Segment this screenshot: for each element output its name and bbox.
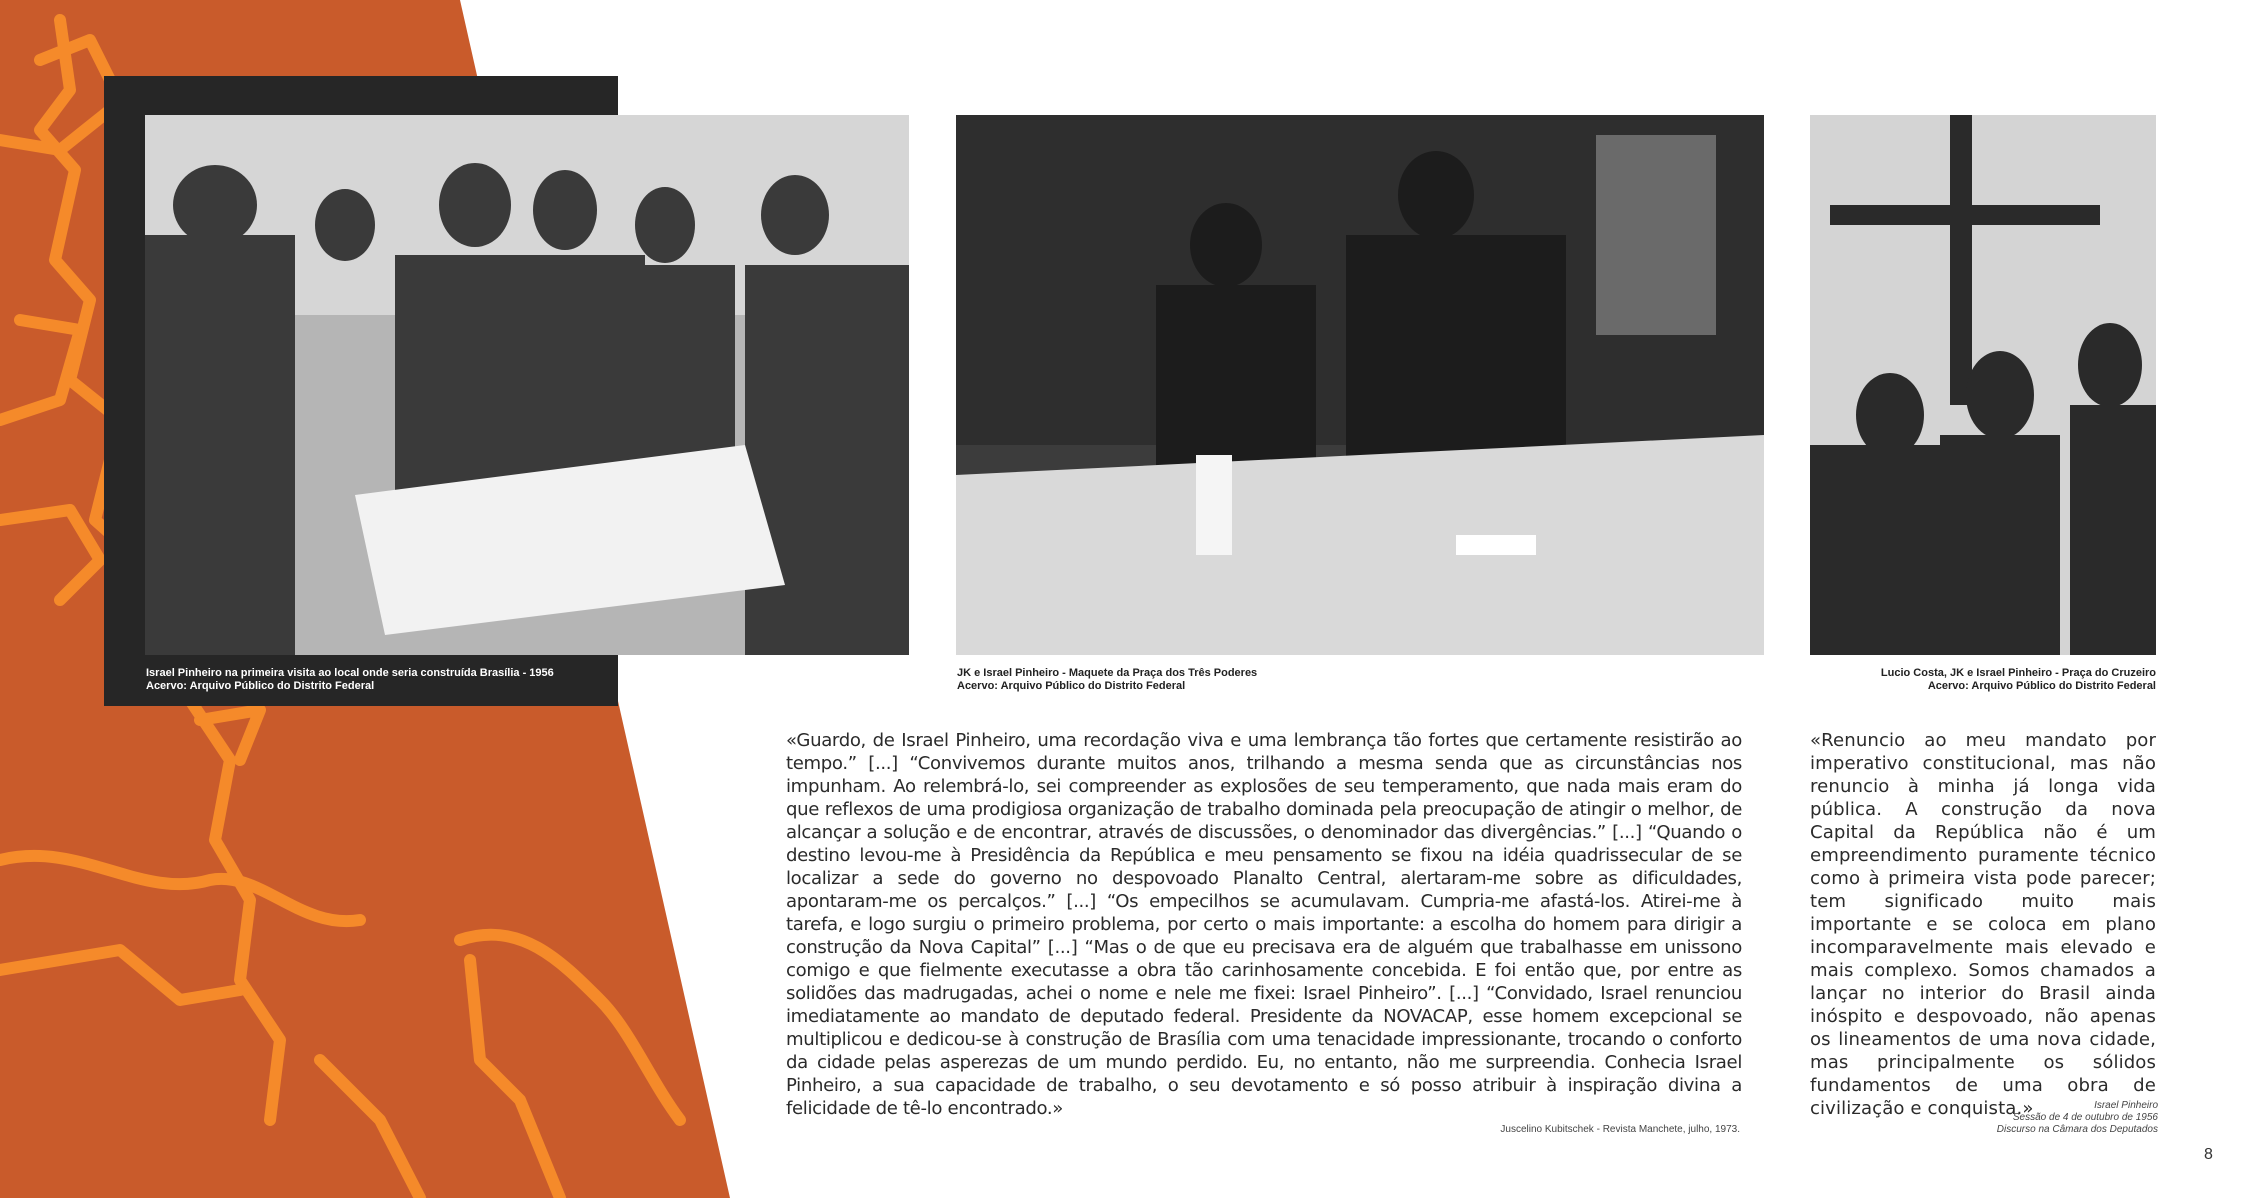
caption-credit: Acervo: Arquivo Público do Distrito Federal <box>957 680 1186 692</box>
caption-credit: Acervo: Arquivo Público do Distrito Federal <box>146 680 375 692</box>
quote-israel-pinheiro: «Renuncio ao meu mandato por imperativo constitucional, mas não renuncio à minha já longa vida pública. A construção da nova Capital da República não é um empreendimento puramente técnico como à primeira vista pode parecer; tem significado muito mais importante e se coloca em plano incomparavelmente mais elevado e mais complexo. Somos chamados a lançar no interior do Brasil ainda inóspito e despovoado, não apenas os lineamentos de uma nova cidade, mas principalmente os sólidos fundamentos de uma obra de civilização e conquista.» <box>1810 730 2156 1119</box>
caption-credit: Acervo: Arquivo Público do Distrito Federal <box>1927 680 2156 692</box>
photo-caption <box>957 667 1257 693</box>
caption-title: Lucio Costa, JK e Israel Pinheiro - Praça do Cruzeiro <box>1880 667 2156 679</box>
photo-officials-viewing-plans <box>145 115 909 655</box>
photo-model-praca-tres-poderes <box>956 115 1764 655</box>
source-venue: Discurso na Câmara dos Deputados <box>1996 1124 2158 1135</box>
quote-juscelino-kubitschek: «Guardo, de Israel Pinheiro, uma recordação viva e uma lembrança tão fortes que certamente resistirão ao tempo.” [...] “Convivemos durante muitos anos, trilhando a mesma senda que as circunstâncias nos impunham. Ao relembrá-lo, sei compreender as explosões de seu temperamento, que nada mais eram do que reflexos de uma prodigiosa organização de trabalho dominada pela preocupação de atingir o melhor, de alcançar a solução e de encontrar, através de discussões, o denominador das divergências.” [...] “Quando o destino levou-me à Presidência da República e meu pensamento se fixou na idéia quadrissecular de se localizar a sede do governo no despovoado Planalto Central, alertaram-me sobre as dificuldades, apontaram-me os percalços.” [...] “Os empecilhos se acumulavam. Cumpria-me afastá-los. Atirei-me à tarefa, e logo surgiu o primeiro problema, por certo o mais importante: a escolha do homem para dirigir a construção da Nova Capital” [...] “Mas o de que eu precisava era de alguém que trabalhasse em unissono comigo e que fielmente executasse a obra tão carinhosamente concebida. E foi então que, por entre as solidões das madrugadas, achei o nome e nele me fixei: Israel Pinheiro”. [...] “Convidado, Israel renunciou imediatamente ao mandato de deputado federal. Presidente da NOVACAP, esse homem excepcional se multiplicou e dedicou-se à construção de Brasília com uma tenacidade impressionante, trocando o conforto da cidade pelas asperezas de um mundo perdido. Eu, no entanto, não me surpreendia. Conhecia Israel Pinheiro, a sua capacidade de trabalho, o seu devotamento e só posso atribuir à inspiração divina a felicidade de tê-lo encontrado.» <box>786 730 1742 1119</box>
photo-praca-do-cruzeiro <box>1810 115 2156 655</box>
source-date: Sessão de 4 de outubro de 1956 <box>2012 1112 2158 1123</box>
photo-caption <box>1881 667 2156 693</box>
source-author: Israel Pinheiro <box>2094 1100 2158 1111</box>
page-number: 8 <box>2204 1146 2213 1163</box>
caption-title: JK e Israel Pinheiro - Maquete da Praça dos Três Poderes <box>957 667 1258 679</box>
caption-title: Israel Pinheiro na primeira visita ao local onde seria construída Brasília - 1956 <box>146 667 554 679</box>
photo-caption <box>146 667 554 693</box>
quote-source <box>1997 1100 2158 1136</box>
quote-source: Juscelino Kubitschek - Revista Manchete, julho, 1973. <box>1500 1124 1740 1135</box>
